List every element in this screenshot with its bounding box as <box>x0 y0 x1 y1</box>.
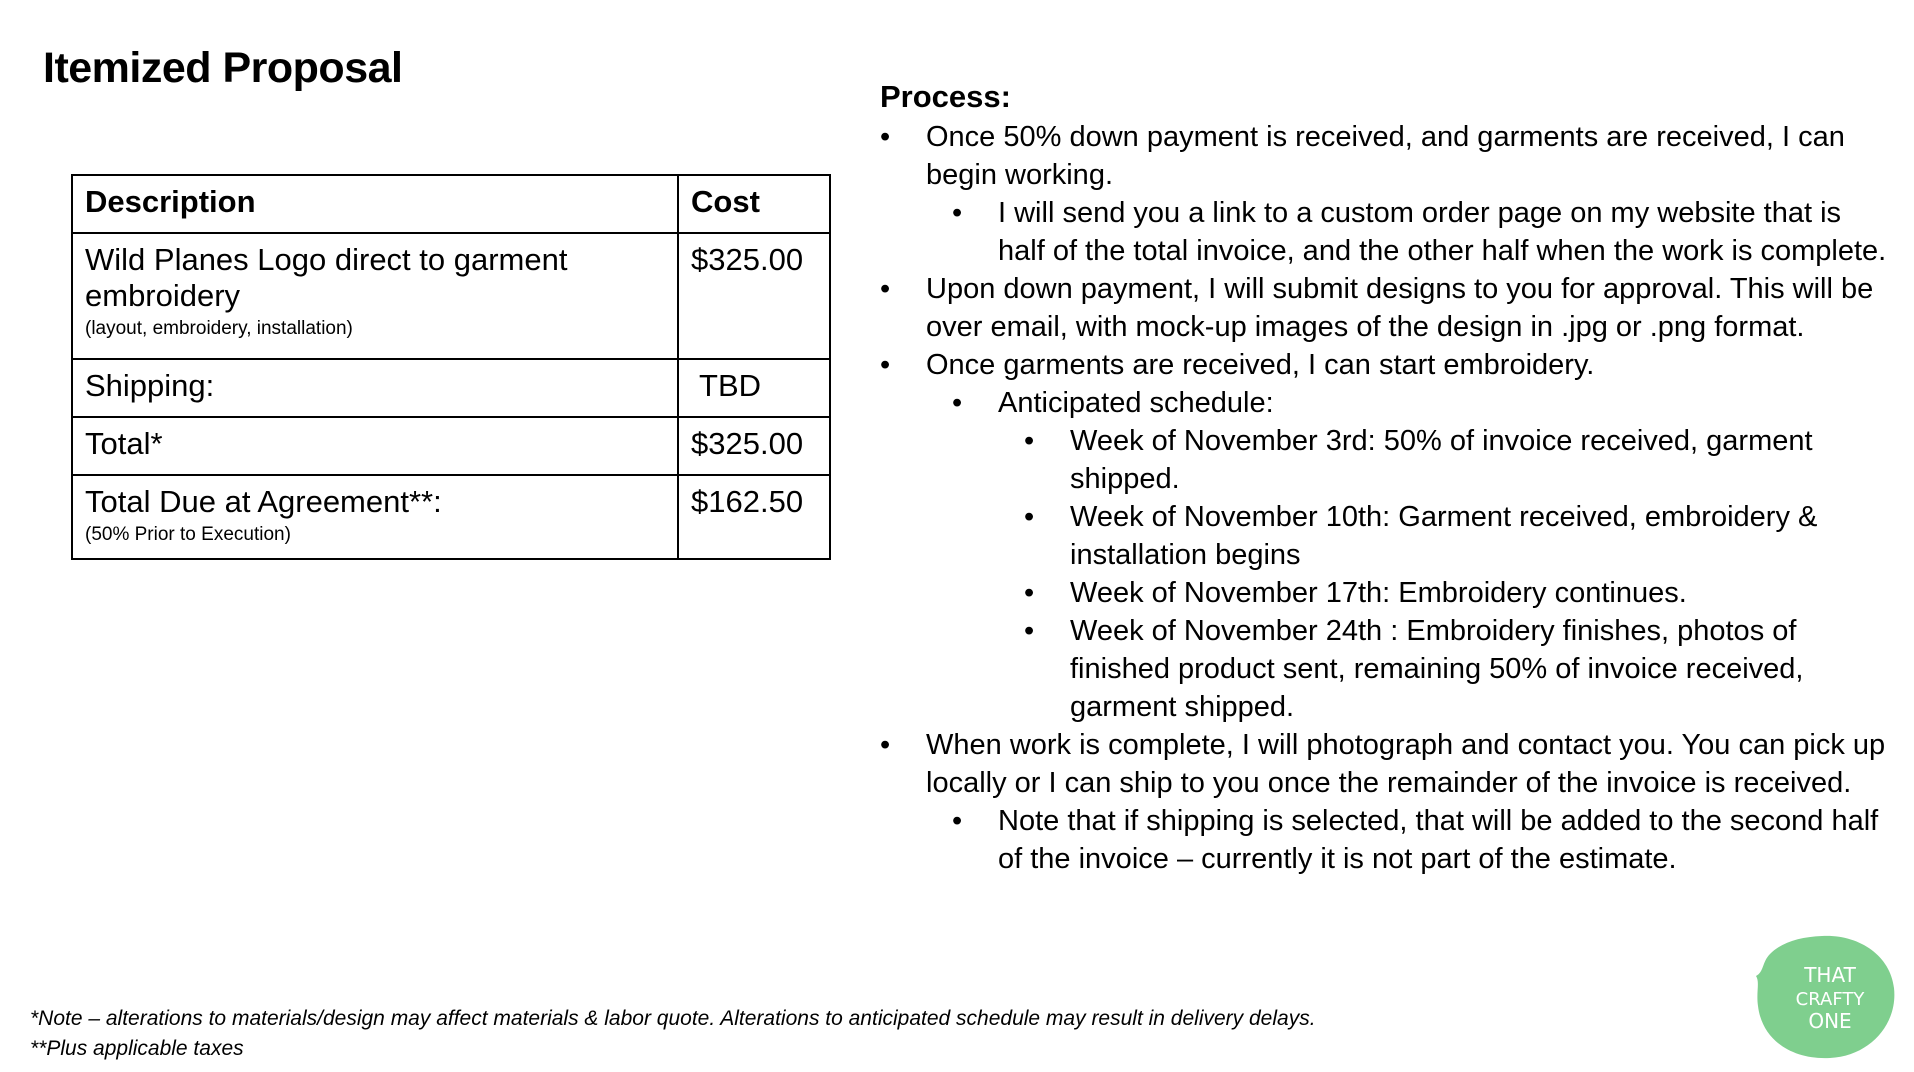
table-row <box>72 475 830 559</box>
footnotes <box>30 1004 1316 1064</box>
process-section <box>880 78 1890 878</box>
list-item: • Week of November 3rd: 50% of invoice received, garment shipped. <box>880 422 1890 498</box>
cost-cell: TBD <box>678 359 830 417</box>
list-item: • Once 50% down payment is received, and garments are received, I can begin working. <box>880 118 1890 194</box>
table-row <box>72 359 830 417</box>
itemized-proposal-table <box>71 174 831 560</box>
item-subnote: (50% Prior to Execution) <box>85 524 291 545</box>
list-item: • Week of November 24th : Embroidery finishes, photos of finished product sent, remaining 50% of invoice received, garment shipped. <box>880 612 1890 726</box>
list-item: • Week of November 17th: Embroidery continues. <box>880 574 1890 612</box>
table-header-row <box>72 175 830 233</box>
process-list <box>880 118 1890 878</box>
item-description: Shipping: <box>85 368 215 403</box>
list-item: • Week of November 10th: Garment received, embroidery & installation begins <box>880 498 1890 574</box>
list-item: • Upon down payment, I will submit designs to you for approval. This will be over email, with mock-up images of the design in .jpg or .png format. <box>880 270 1890 346</box>
item-subnote: (layout, embroidery, installation) <box>85 318 353 339</box>
item-description: Wild Planes Logo direct to garment embroidery <box>85 242 568 313</box>
logo-line-2: CRAFTY <box>1795 989 1865 1010</box>
page-title: Itemized Proposal <box>43 44 403 92</box>
column-header-description: Description <box>72 175 678 233</box>
item-description: Total Due at Agreement**: <box>85 484 442 519</box>
list-item: • When work is complete, I will photograph and contact you. You can pick up locally or I can ship to you once the remainder of the invoice is received. <box>880 726 1890 802</box>
cost-cell: $325.00 <box>678 233 830 359</box>
description-cell <box>72 475 678 559</box>
process-heading: Process: <box>880 79 1011 114</box>
footnote-alterations: *Note – alterations to materials/design may affect materials & labor quote. Alterations to anticipated schedule may result in delivery delays. <box>30 1007 1316 1030</box>
list-item: • Note that if shipping is selected, that will be added to the second half of the invoice – currently it is not part of the estimate. <box>880 802 1890 878</box>
footnote-taxes: **Plus applicable taxes <box>30 1037 244 1060</box>
table-row <box>72 417 830 475</box>
column-header-cost: Cost <box>678 175 830 233</box>
that-crafty-one-logo <box>1752 932 1900 1062</box>
logo-line-3: ONE <box>1808 1009 1852 1033</box>
description-cell <box>72 359 678 417</box>
table-row <box>72 233 830 359</box>
cost-cell: $162.50 <box>678 475 830 559</box>
item-description: Total* <box>85 426 163 461</box>
list-item: • I will send you a link to a custom order page on my website that is half of the total invoice, and the other half when the work is complete. <box>880 194 1890 270</box>
description-cell <box>72 233 678 359</box>
list-item: • Once garments are received, I can start embroidery. <box>880 346 1890 384</box>
logo-icon <box>1752 932 1900 1062</box>
cost-cell: $325.00 <box>678 417 830 475</box>
description-cell <box>72 417 678 475</box>
logo-line-1: THAT <box>1804 963 1856 987</box>
list-item: • Anticipated schedule: <box>880 384 1890 422</box>
